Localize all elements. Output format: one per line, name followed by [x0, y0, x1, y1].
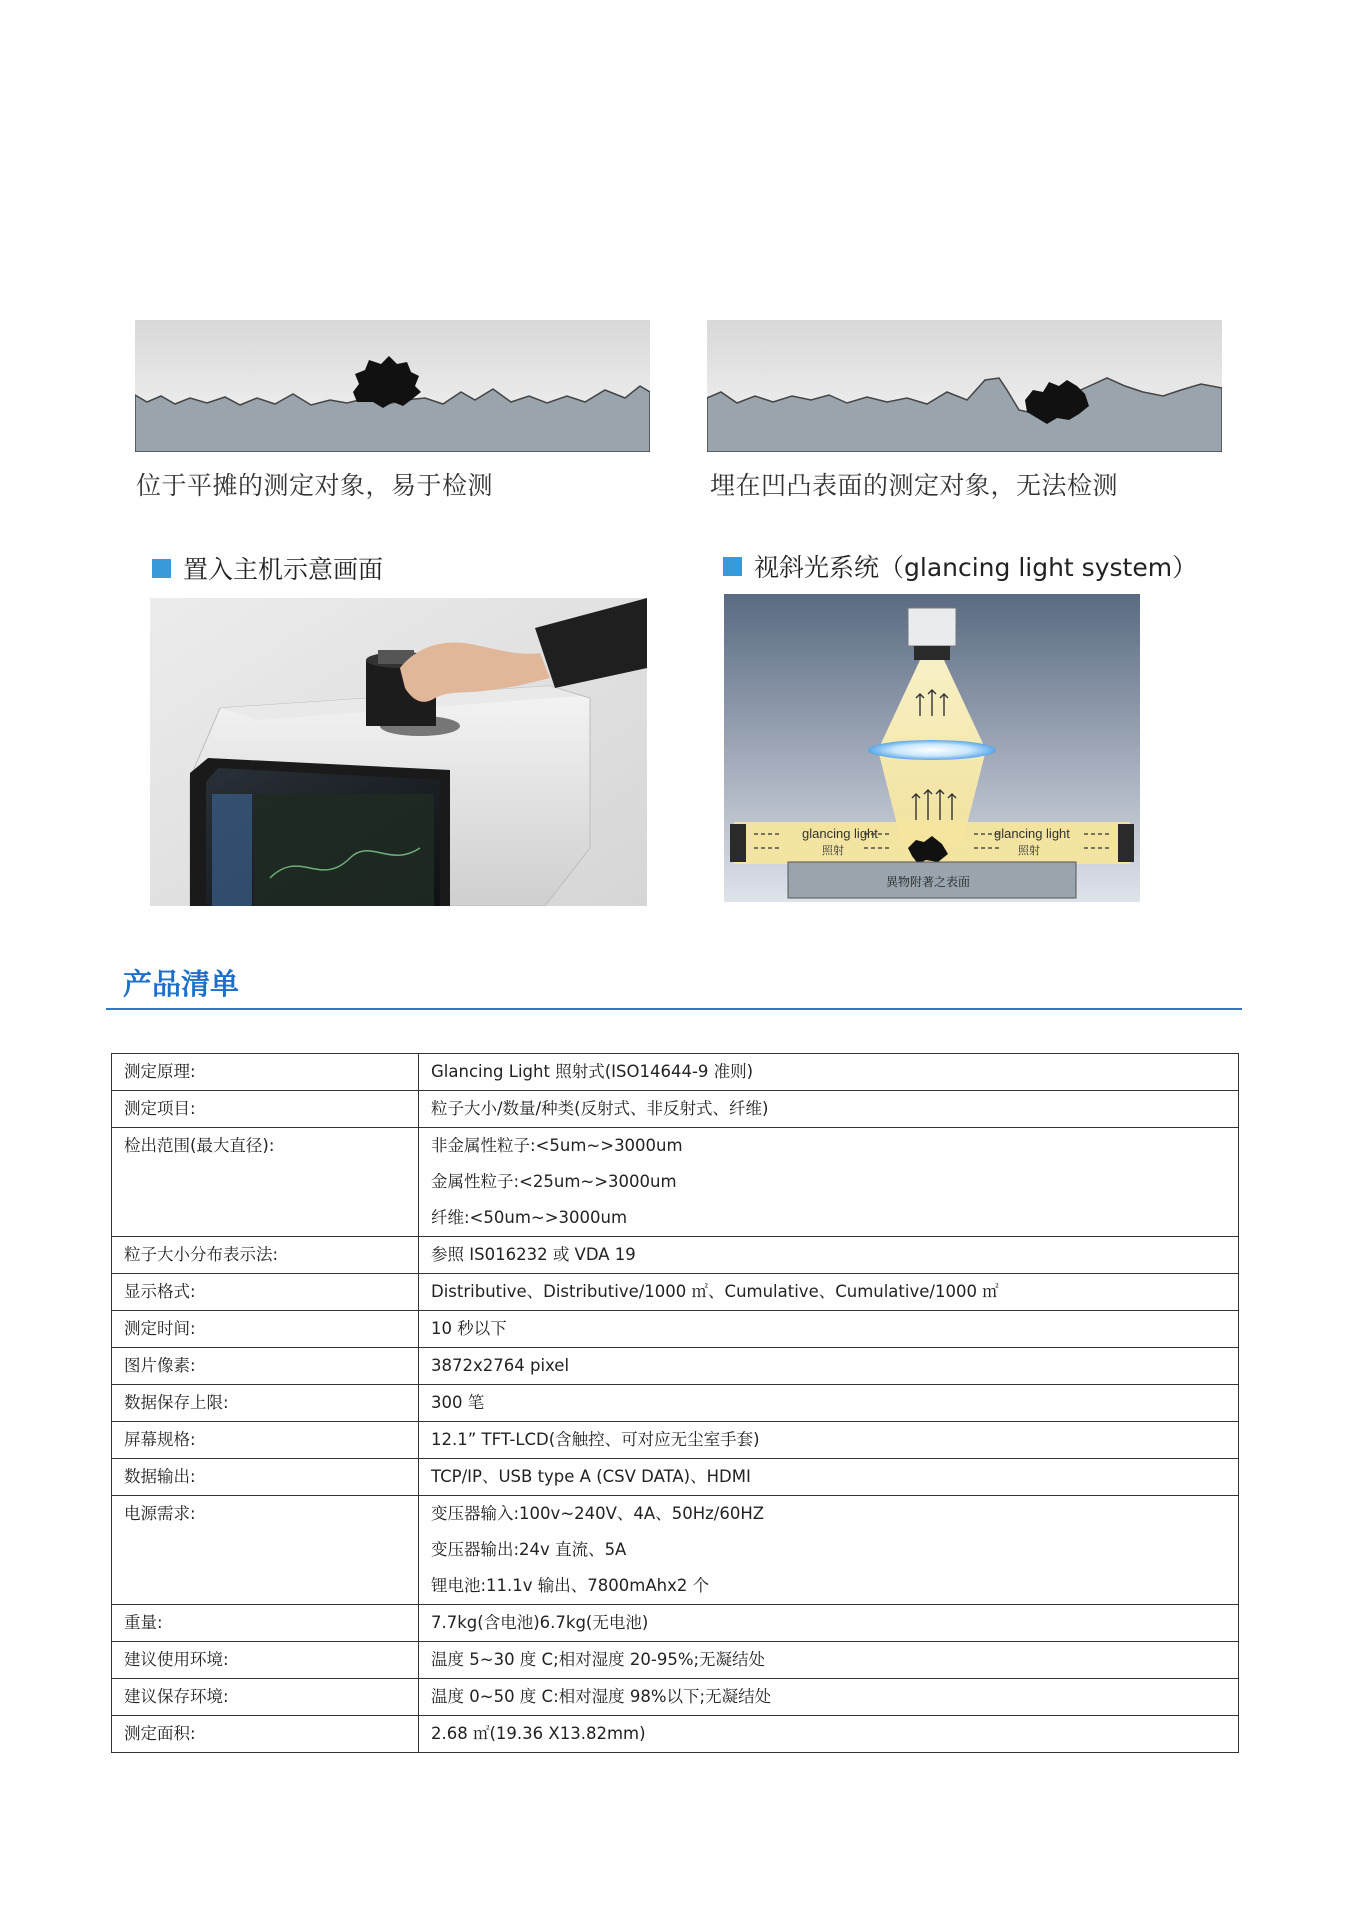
spec-label-cell	[112, 1128, 419, 1237]
spec-value: 锂电池:11.1v 输出、7800mAhx2 个	[431, 1576, 710, 1595]
right-light-cn-label: 照射	[1018, 844, 1040, 857]
spec-label-cell	[112, 1459, 419, 1496]
spec-label-cell	[112, 1091, 419, 1128]
table-row	[112, 1348, 1239, 1385]
table-row	[112, 1237, 1239, 1274]
spec-value: 温度 0~50 度 C:相对湿度 98%以下;无凝结处	[431, 1687, 772, 1706]
table-row	[112, 1385, 1239, 1422]
spec-label: 屏幕规格:	[124, 1430, 196, 1449]
spec-value-cell	[419, 1274, 1239, 1311]
spec-value: 非金属性粒子:<5um~>3000um	[431, 1136, 683, 1155]
caption-flat: 位于平摊的测定对象，易于检测	[136, 471, 494, 500]
spec-value-cell	[419, 1311, 1239, 1348]
buried-surface-illustration	[707, 320, 1222, 452]
table-row	[112, 1054, 1239, 1091]
spec-label-cell	[112, 1679, 419, 1716]
table-row	[112, 1422, 1239, 1459]
square-bullet-icon	[152, 559, 171, 578]
spec-value-cell	[419, 1091, 1239, 1128]
spec-value-cell	[419, 1054, 1239, 1091]
spec-label: 测定时间:	[124, 1319, 196, 1338]
spec-label-cell	[112, 1496, 419, 1605]
spec-label-cell	[112, 1385, 419, 1422]
spec-label: 建议保存环境:	[124, 1687, 229, 1706]
table-row	[112, 1496, 1239, 1605]
spec-label-cell	[112, 1605, 419, 1642]
spec-value-cell	[419, 1605, 1239, 1642]
product-spec-table	[111, 1053, 1239, 1753]
left-light-label: glancing light	[802, 826, 878, 841]
spec-label: 测定面积:	[124, 1724, 196, 1743]
spec-label-cell	[112, 1716, 419, 1753]
spec-value-cell	[419, 1385, 1239, 1422]
spec-value-cell	[419, 1128, 1239, 1237]
flat-surface-illustration	[135, 320, 650, 452]
right-light-label: glancing light	[994, 826, 1070, 841]
spec-label: 检出范围(最大直径):	[124, 1136, 275, 1155]
spec-label: 粒子大小分布表示法:	[124, 1245, 279, 1264]
spec-value: 7.7kg(含电池)6.7kg(无电池)	[431, 1613, 649, 1632]
section-glancing-header	[723, 548, 1197, 584]
spec-label: 显示格式:	[124, 1282, 196, 1301]
section-device-title: 置入主机示意画面	[183, 555, 384, 584]
spec-label-cell	[112, 1422, 419, 1459]
title-divider	[106, 1008, 1242, 1010]
spec-label: 数据保存上限:	[124, 1393, 229, 1412]
spec-value-cell	[419, 1237, 1239, 1274]
spec-value: Glancing Light 照射式(ISO14644-9 准则)	[431, 1062, 754, 1081]
spec-value: 变压器输入:100v~240V、4A、50Hz/60HZ	[431, 1504, 765, 1523]
device-photo	[150, 598, 647, 906]
spec-label: 数据输出:	[124, 1467, 196, 1486]
spec-label-cell	[112, 1237, 419, 1274]
spec-value: 12.1” TFT-LCD(含触控、可对应无尘室手套)	[431, 1430, 760, 1449]
table-row	[112, 1311, 1239, 1348]
spec-value: 金属性粒子:<25um~>3000um	[431, 1172, 677, 1191]
spec-value: TCP/IP、USB type A (CSV DATA)、HDMI	[431, 1467, 751, 1486]
section-device-header	[152, 550, 383, 586]
spec-value: 纤维:<50um~>3000um	[431, 1208, 628, 1227]
glancing-light-diagram	[724, 594, 1140, 902]
spec-value: 温度 5~30 度 C;相对湿度 20-95%;无凝结处	[431, 1650, 766, 1669]
spec-value-cell	[419, 1348, 1239, 1385]
spec-label: 测定项目:	[124, 1099, 196, 1118]
table-row	[112, 1274, 1239, 1311]
spec-value: 300 笔	[431, 1393, 485, 1412]
table-row	[112, 1128, 1239, 1237]
spec-value: 变压器输出:24v 直流、5A	[431, 1540, 627, 1559]
square-bullet-icon	[723, 557, 742, 576]
spec-value-cell	[419, 1496, 1239, 1605]
table-row	[112, 1716, 1239, 1753]
table-row	[112, 1642, 1239, 1679]
table-row	[112, 1605, 1239, 1642]
product-list-title: 产品清单	[123, 967, 240, 1001]
table-row	[112, 1679, 1239, 1716]
spec-value: 2.68 ㎡(19.36 X13.82mm)	[431, 1724, 646, 1743]
spec-label-cell	[112, 1054, 419, 1091]
spec-value: 3872x2764 pixel	[431, 1356, 570, 1375]
spec-value-cell	[419, 1716, 1239, 1753]
table-row	[112, 1459, 1239, 1496]
spec-value-cell	[419, 1422, 1239, 1459]
spec-value: Distributive、Distributive/1000 ㎡、Cumulative、Cumulative/1000 ㎡	[431, 1282, 999, 1301]
spec-label: 图片像素:	[124, 1356, 196, 1375]
spec-label-cell	[112, 1348, 419, 1385]
spec-value: 粒子大小/数量/种类(反射式、非反射式、纤维)	[431, 1099, 769, 1118]
section-glancing-title: 视斜光系统（glancing light system）	[754, 553, 1198, 582]
spec-value-cell	[419, 1642, 1239, 1679]
spec-label-cell	[112, 1642, 419, 1679]
spec-value: 参照 IS016232 或 VDA 19	[431, 1245, 636, 1264]
caption-buried: 埋在凹凸表面的测定对象，无法检测	[710, 471, 1119, 500]
table-row	[112, 1091, 1239, 1128]
surface-label: 異物附著之表面	[886, 875, 971, 889]
spec-label: 电源需求:	[124, 1504, 196, 1523]
spec-label-cell	[112, 1274, 419, 1311]
left-light-cn-label: 照射	[822, 844, 844, 857]
spec-label: 测定原理:	[124, 1062, 196, 1081]
spec-label: 重量:	[124, 1613, 163, 1632]
spec-value: 10 秒以下	[431, 1319, 507, 1338]
spec-value-cell	[419, 1679, 1239, 1716]
spec-label: 建议使用环境:	[124, 1650, 229, 1669]
spec-value-cell	[419, 1459, 1239, 1496]
spec-label-cell	[112, 1311, 419, 1348]
